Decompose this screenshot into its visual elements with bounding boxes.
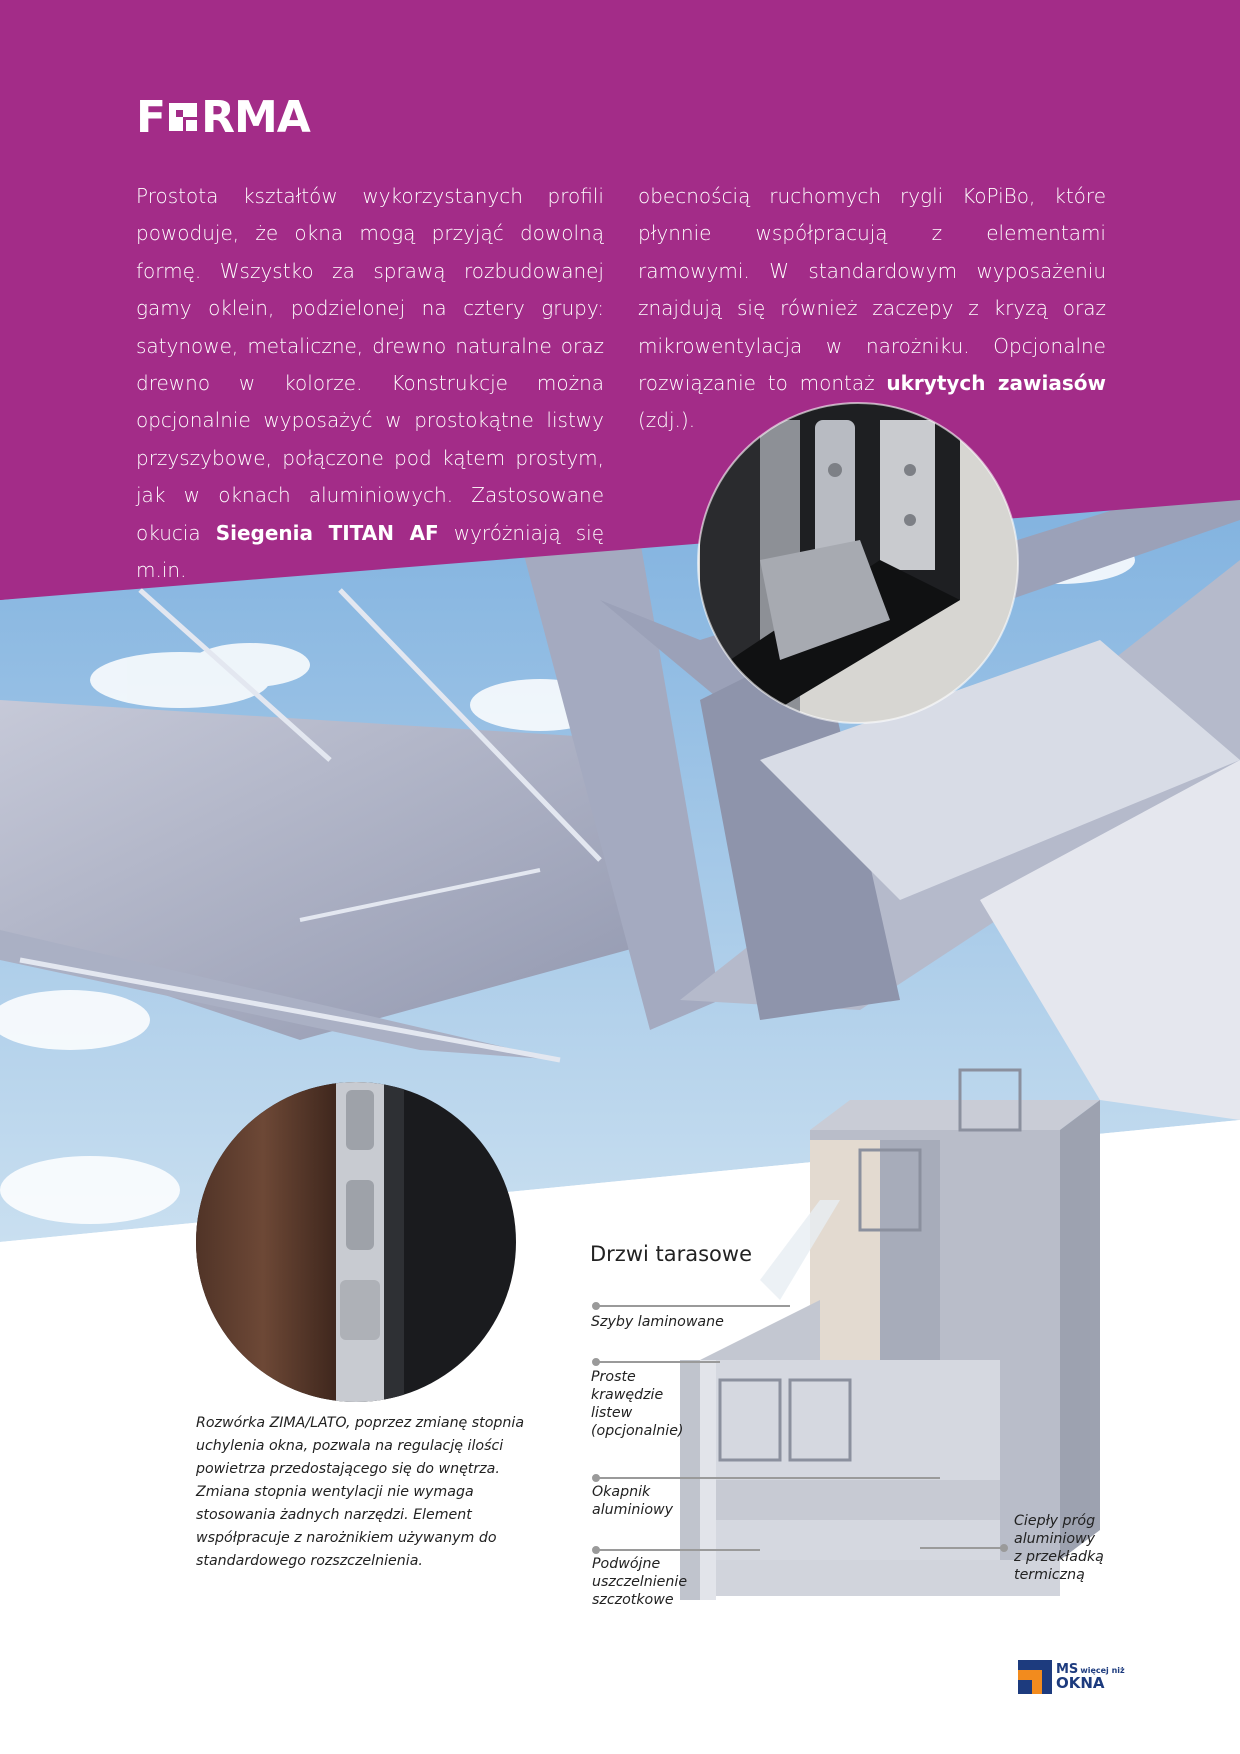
brand-ms: MS — [1056, 1662, 1079, 1677]
label-glass: Szyby laminowane — [591, 1314, 724, 1330]
col1-end: wyróżniają się m.in. — [136, 520, 605, 583]
logo-text-left: F — [136, 92, 166, 143]
brand-okna: OKNA — [1056, 1674, 1105, 1692]
vent-caption: Rozwórka ZIMA/LATO, poprzez zmianę stopnia uchylenia okna, pozwala na regulację ilości powietrza przedostającego się do wnętrza. Zmiana stopnia wentylacji nie wymaga stosowania żadnych narzędzi. Element współpracuje z narożnikiem używanym do standardowego rozszczelnienia. — [196, 1415, 525, 1569]
col2-end: (zdj.). — [638, 408, 696, 433]
door-diagram-title: Drzwi tarasowe — [590, 1242, 753, 1266]
brand-more: więcej niż — [1080, 1666, 1125, 1675]
forma-logo — [136, 92, 310, 143]
ms-okna-logo-text — [1056, 1660, 1125, 1691]
label-sill: Ciepły próg aluminiowy z przekładką termiczną — [1014, 1513, 1104, 1583]
label-drip: Okapnik aluminiowy — [592, 1484, 674, 1518]
logo-text-right: RMA — [201, 92, 310, 143]
intro-column-2 — [638, 178, 1106, 440]
intro-column-1 — [136, 178, 604, 589]
label-edges: Proste krawędzie listew (opcjonalnie) — [591, 1369, 684, 1439]
col2-text: obecnością ruchomych rygli KoPiBo, które płynnie współpracują z elementami ramowymi. W standardowym wyposażeniu znajdują się również zaczepy z kryzą oraz mikrowentylacja w narożniku. Opcjonalne rozwiązanie to montaż — [638, 184, 1106, 396]
col1-bold: Siegenia TITAN AF — [215, 520, 439, 545]
col1-text: Prostota kształtów wykorzystanych profili powoduje, że okna mogą przyjąć dowolną formę. Wszystko za sprawą rozbudowanej gamy oklein, podzielonej na cztery grupy: satynowe, metaliczne, drewno naturalne oraz drewno w kolorze. Konstrukcje można opcjonalnie wyposażyć w prostokątne listwy przyszybowe, połączone pod kątem prostym, jak w oknach aluminiowych. Zastosowane okucia — [136, 184, 604, 545]
col2-bold: ukrytych zawiasów — [886, 371, 1106, 396]
logo-o-glyph — [166, 100, 200, 134]
ms-okna-logo-mark — [1018, 1660, 1052, 1694]
label-seal: Podwójne uszczelnienie szczotkowe — [592, 1556, 688, 1608]
